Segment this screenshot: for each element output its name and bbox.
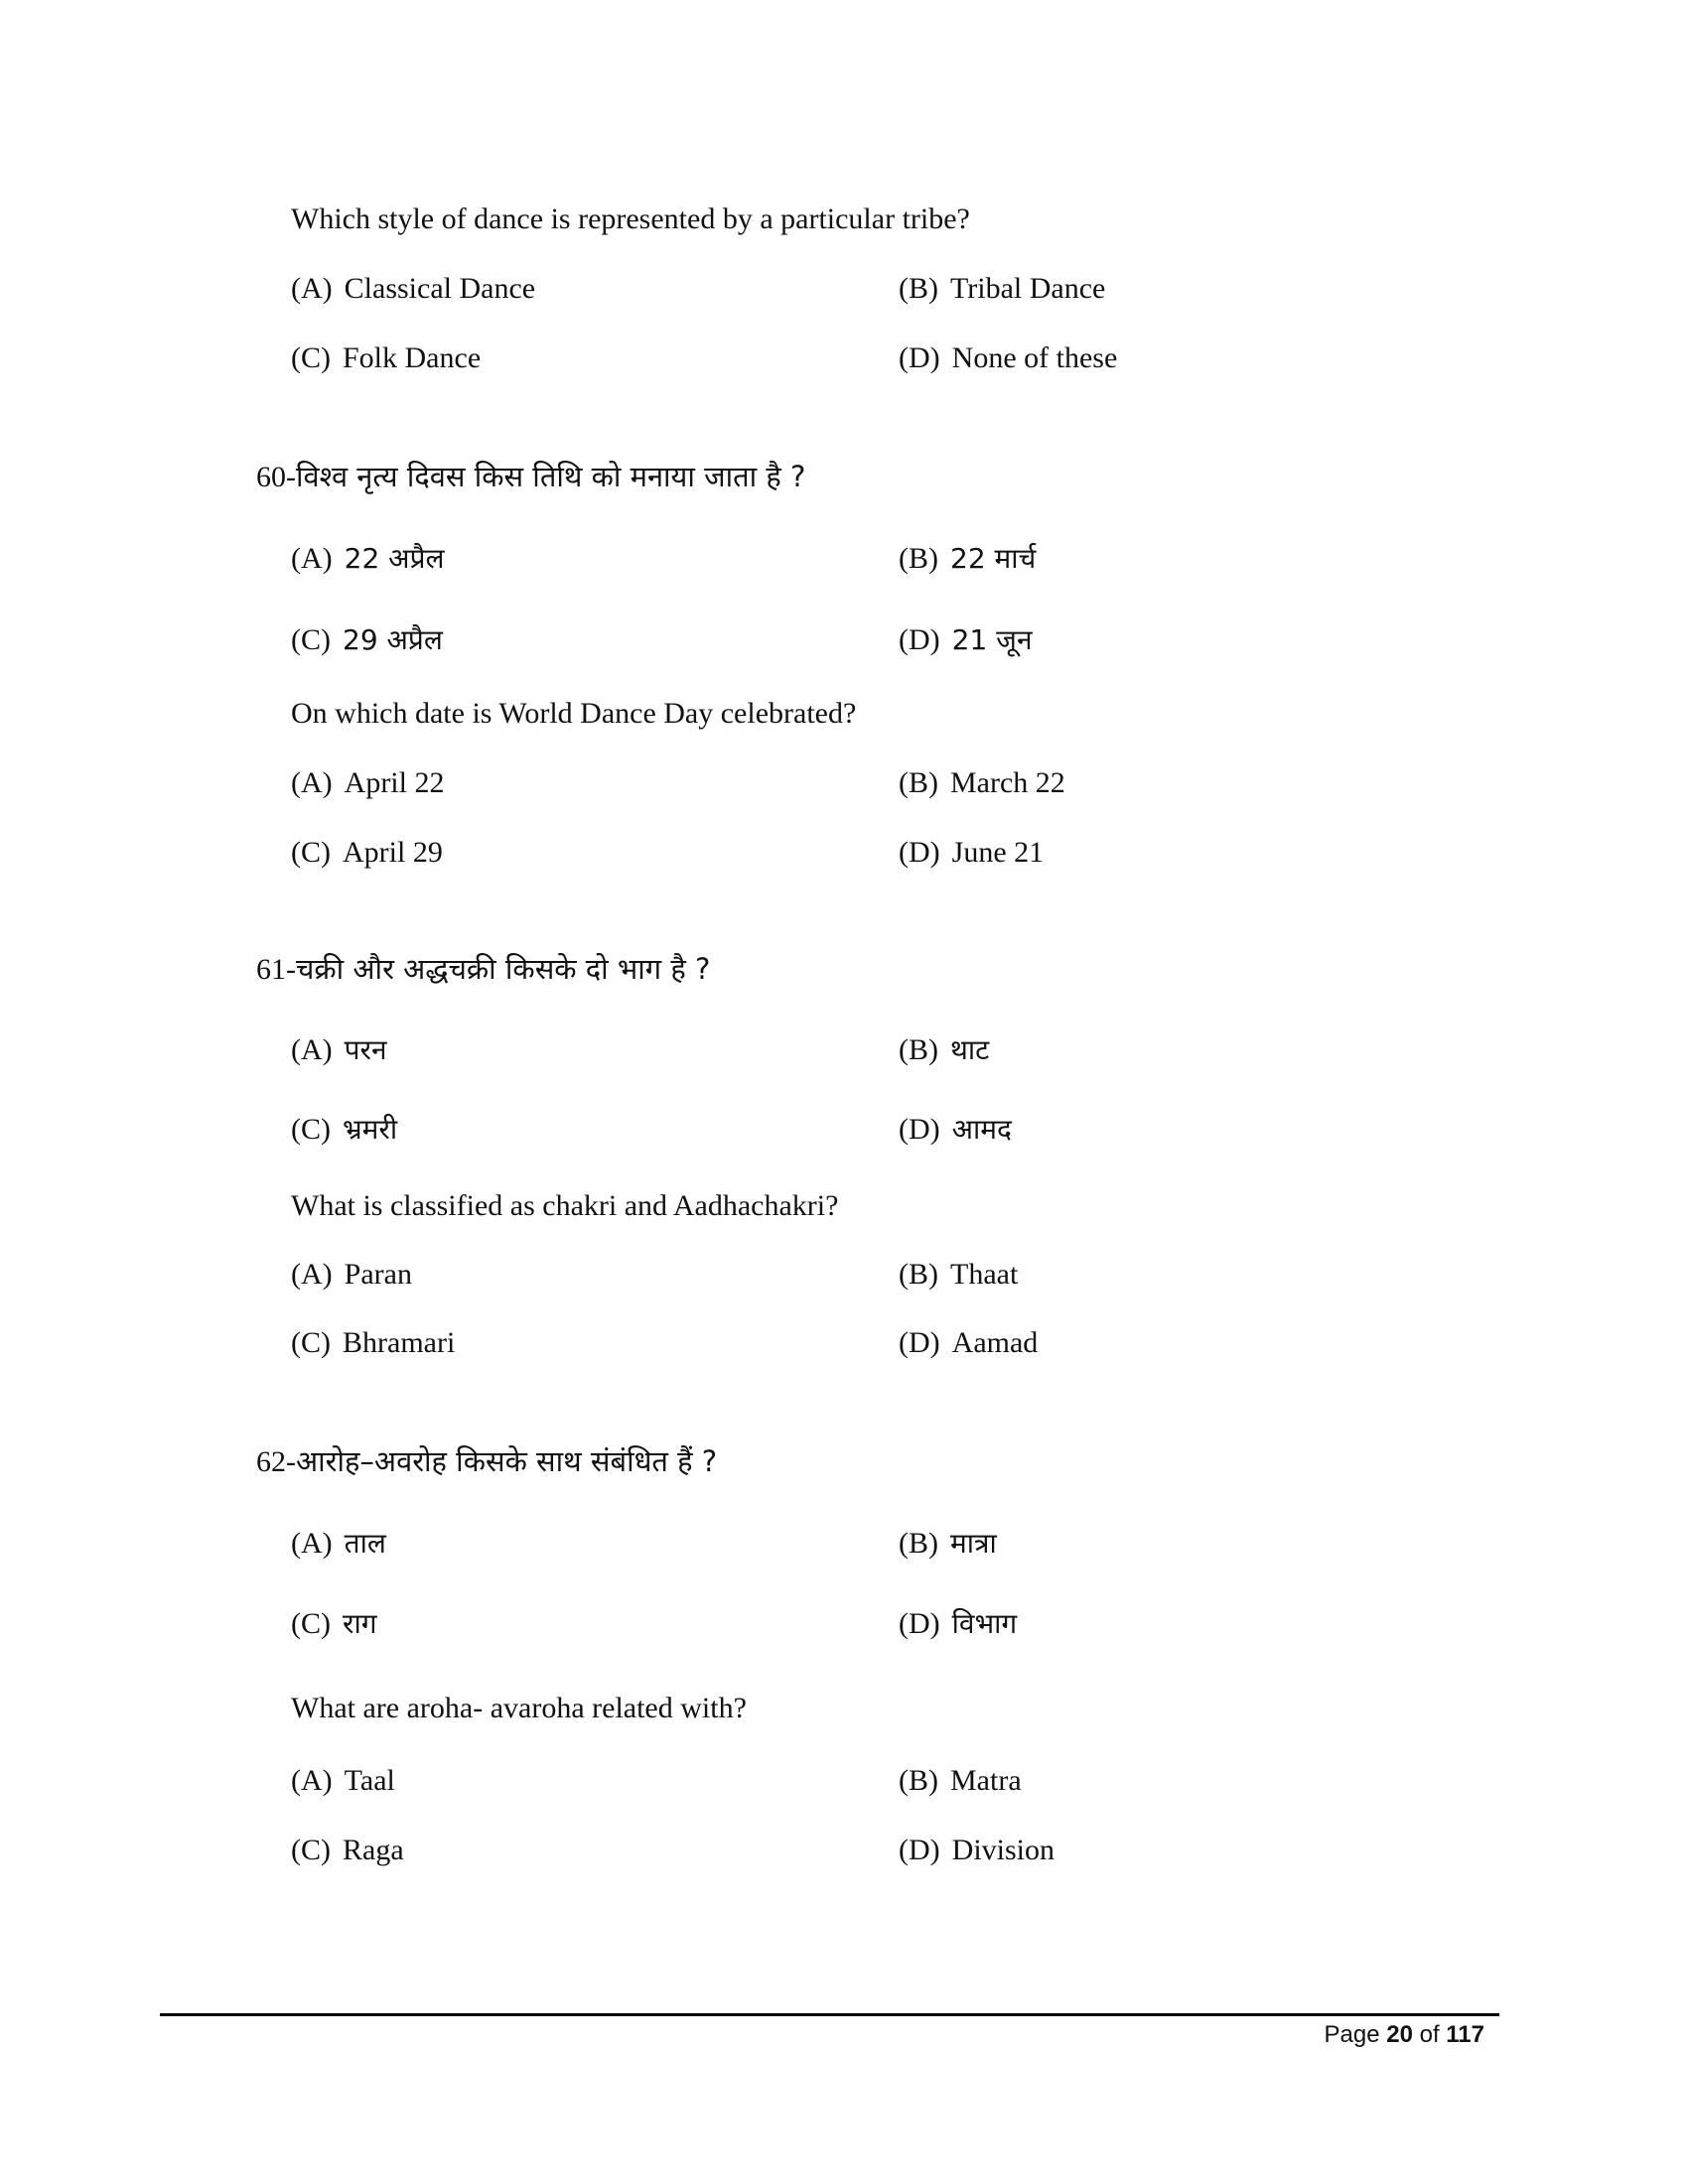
option-d bbox=[899, 343, 1117, 373]
option-d bbox=[899, 1115, 1012, 1145]
option-label: (C) bbox=[291, 1113, 331, 1146]
option-label: (D) bbox=[899, 1113, 940, 1146]
option-d bbox=[899, 625, 1033, 655]
option-text: विभाग bbox=[951, 1607, 1018, 1640]
question-text: On which date is World Dance Day celebrated? bbox=[291, 697, 857, 730]
option-text: Thaat bbox=[950, 1258, 1019, 1291]
option-b bbox=[899, 1766, 1022, 1796]
option-label: (B) bbox=[899, 1258, 938, 1291]
option-b bbox=[899, 768, 1065, 798]
option-a bbox=[291, 768, 444, 798]
option-label: (A) bbox=[291, 272, 333, 305]
option-text: 22 मार्च bbox=[950, 542, 1037, 575]
question-text: What is classified as chakri and Aadhachakri? bbox=[291, 1189, 839, 1222]
option-b bbox=[899, 544, 1036, 574]
option-text: June 21 bbox=[951, 836, 1045, 869]
option-text: None of these bbox=[951, 341, 1118, 374]
option-label: (D) bbox=[899, 623, 940, 656]
option-text: थाट bbox=[950, 1033, 990, 1066]
option-label: (A) bbox=[291, 1258, 333, 1291]
option-text: Aamad bbox=[951, 1326, 1039, 1359]
option-label: (C) bbox=[291, 836, 331, 869]
option-c bbox=[291, 1609, 376, 1639]
option-d bbox=[899, 838, 1044, 868]
question-text: विश्व नृत्य दिवस किस तिथि को मनाया जाता है ? bbox=[296, 460, 806, 493]
current-page: 20 bbox=[1386, 2021, 1413, 2048]
option-text: Matra bbox=[950, 1764, 1022, 1797]
option-label: (A) bbox=[291, 766, 333, 799]
option-label: (C) bbox=[291, 623, 331, 656]
option-c bbox=[291, 625, 443, 655]
option-a bbox=[291, 1766, 395, 1796]
option-text: Folk Dance bbox=[343, 341, 482, 374]
option-c bbox=[291, 1836, 404, 1865]
option-text: Classical Dance bbox=[344, 272, 536, 305]
question-61-hindi bbox=[256, 952, 711, 986]
option-text: Taal bbox=[344, 1764, 395, 1797]
page-number bbox=[1324, 2023, 1484, 2047]
option-label: (B) bbox=[899, 272, 938, 305]
total-pages: 117 bbox=[1446, 2021, 1484, 2048]
option-label: (B) bbox=[899, 1033, 938, 1066]
option-label: (D) bbox=[899, 1834, 940, 1866]
option-text: 22 अप्रैल bbox=[344, 542, 445, 575]
option-label: (A) bbox=[291, 1033, 333, 1066]
option-text: 29 अप्रैल bbox=[343, 623, 443, 656]
option-label: (B) bbox=[899, 1764, 938, 1797]
question-text: What are aroha- avaroha related with? bbox=[291, 1692, 747, 1724]
of-word: of bbox=[1419, 2021, 1440, 2048]
option-label: (C) bbox=[291, 1607, 331, 1640]
option-label: (D) bbox=[899, 341, 940, 374]
option-text: April 22 bbox=[344, 766, 445, 799]
option-label: (A) bbox=[291, 542, 333, 575]
question-text: चक्री और अद्धचक्री किसके दो भाग है ? bbox=[296, 952, 711, 986]
option-text: Bhramari bbox=[343, 1326, 456, 1359]
option-label: (B) bbox=[899, 766, 938, 799]
option-label: (C) bbox=[291, 1326, 331, 1359]
question-text: Which style of dance is represented by a particular tribe? bbox=[291, 203, 970, 235]
option-label: (C) bbox=[291, 1834, 331, 1866]
option-label: (A) bbox=[291, 1764, 333, 1797]
option-c bbox=[291, 343, 481, 373]
question-62-hindi bbox=[256, 1444, 718, 1478]
option-a bbox=[291, 1260, 412, 1290]
option-label: (D) bbox=[899, 836, 940, 869]
option-c bbox=[291, 1328, 455, 1358]
option-a bbox=[291, 544, 445, 574]
option-label: (D) bbox=[899, 1326, 940, 1359]
option-text: Paran bbox=[344, 1258, 412, 1291]
option-d bbox=[899, 1836, 1055, 1865]
option-text: ताल bbox=[344, 1527, 386, 1560]
option-c bbox=[291, 838, 443, 868]
option-label: (B) bbox=[899, 542, 938, 575]
option-label: (B) bbox=[899, 1527, 938, 1560]
option-text: March 22 bbox=[950, 766, 1065, 799]
option-b bbox=[899, 1035, 989, 1065]
option-text: परन bbox=[344, 1033, 387, 1066]
question-text: आरोह–अवरोह किसके साथ संबंधित हैं ? bbox=[296, 1444, 718, 1478]
option-text: राग bbox=[343, 1607, 377, 1640]
question-number: 60- bbox=[256, 461, 296, 493]
option-label: (C) bbox=[291, 341, 331, 374]
option-b bbox=[899, 1260, 1018, 1290]
question-60-hindi bbox=[256, 460, 806, 493]
option-a bbox=[291, 1529, 386, 1559]
option-label: (D) bbox=[899, 1607, 940, 1640]
option-text: April 29 bbox=[343, 836, 443, 869]
option-text: मात्रा bbox=[950, 1527, 997, 1560]
question-number: 61- bbox=[256, 953, 296, 986]
option-a bbox=[291, 1035, 387, 1065]
footer-divider bbox=[160, 2013, 1499, 2016]
option-text: Division bbox=[951, 1834, 1055, 1866]
option-d bbox=[899, 1609, 1017, 1639]
option-text: 21 जून bbox=[951, 623, 1033, 656]
option-text: आमद bbox=[951, 1113, 1012, 1146]
question-number: 62- bbox=[256, 1445, 296, 1478]
option-a bbox=[291, 274, 535, 304]
option-b bbox=[899, 1529, 997, 1559]
option-d bbox=[899, 1328, 1038, 1358]
option-b bbox=[899, 274, 1105, 304]
option-c bbox=[291, 1115, 397, 1145]
option-text: Tribal Dance bbox=[950, 272, 1106, 305]
option-text: भ्रमरी bbox=[343, 1113, 398, 1146]
page-word: Page bbox=[1324, 2021, 1380, 2048]
option-label: (A) bbox=[291, 1527, 333, 1560]
option-text: Raga bbox=[343, 1834, 404, 1866]
